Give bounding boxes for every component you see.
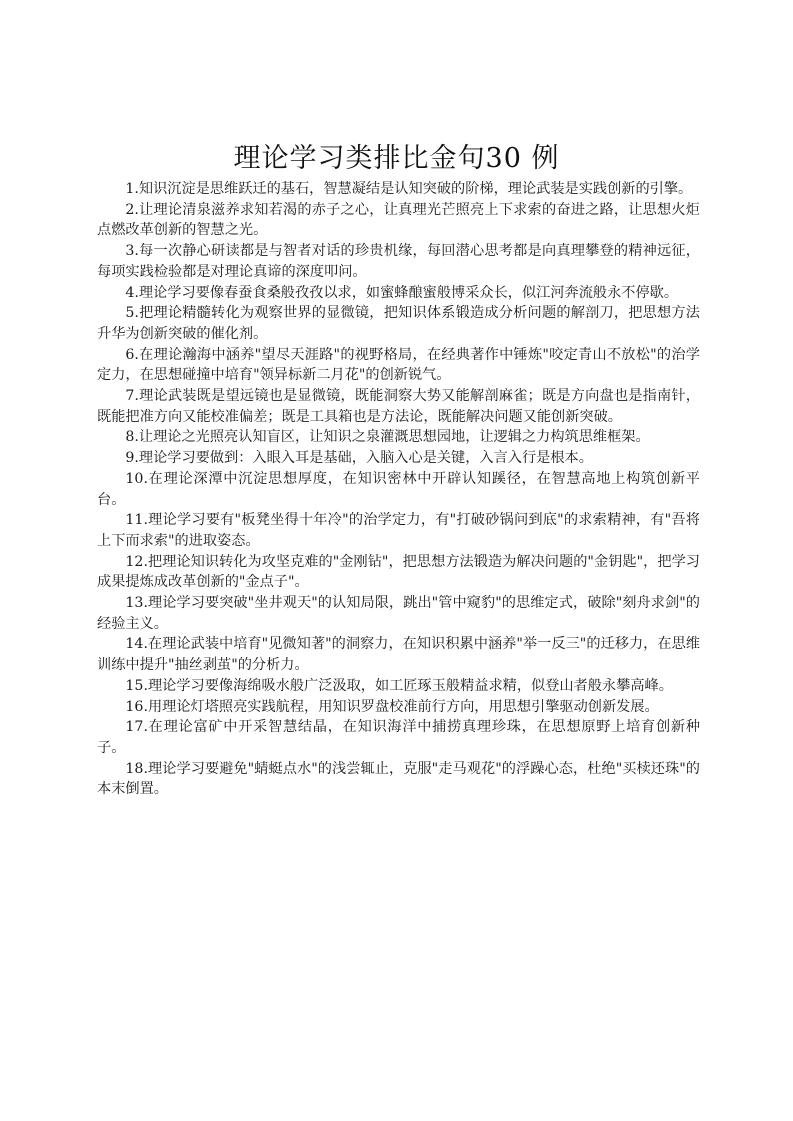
paragraph-9: 9.理论学习要做到：入眼入耳是基础，入脑入心是关键，入言入行是根本。 — [125, 450, 593, 467]
paragraph-4: 4.理论学习要像春蚕食桑般孜孜以求，如蜜蜂酿蜜般博采众长，似江河奔流般永不停歇。 — [125, 284, 679, 301]
paragraph-18: 18.理论学习要避免"蜻蜓点水"的浅尝辄止，克服"走马观花"的浮躁心态，杜绝"买椟还珠"的本末倒置。 — [97, 760, 700, 798]
paragraph-16: 16.用理论灯塔照亮实践航程，用知识罗盘校准前行方向，用思想引擎驱动创新发展。 — [125, 698, 659, 715]
paragraph-8: 8.让理论之光照亮认知盲区，让知识之泉灌溉思想园地，让逻辑之力构筑思维框架。 — [125, 429, 650, 446]
paragraph-10: 10.在理论深潭中沉淀思想厚度，在知识密林中开辟认知蹊径，在智慧高地上构筑创新平台。 — [97, 470, 700, 508]
paragraph-15: 15.理论学习要像海绵吸水般广泛汲取，如工匠琢玉般精益求精，似登山者般永攀高峰。 — [125, 677, 673, 694]
paragraph-1: 1.知识沉淀是思维跃迁的基石，智慧凝结是认知突破的阶梯，理论武装是实践创新的引擎。 — [125, 181, 693, 197]
paragraph-11: 11.理论学习要有"板凳坐得十年冷"的治学定力，有"打破砂锅问到底"的求索精神，有"吾将上下而求索"的进取姿态。 — [97, 512, 700, 549]
document-title: 理论学习类排比金句30 例 — [233, 143, 560, 174]
paragraph-7: 7.理论武装既是望远镜也是显微镜，既能洞察大势又能解剖麻雀；既是方向盘也是指南针，既能把准方向又能校准偏差；既是工具箱也是方法论，既能解决问题又能创新突破。 — [97, 388, 700, 425]
paragraph-5: 5.把理论精髓转化为观察世界的显微镜，把知识体系锻造成分析问题的解剖刀，把思想方法升华为创新突破的催化剂。 — [97, 305, 700, 342]
paragraph-3: 3.每一次静心研读都是与智者对话的珍贵机缘，每回潜心思考都是向真理攀登的精神远征，每项实践检验都是对理论真谛的深度叩问。 — [97, 243, 700, 280]
paragraph-12: 12.把理论知识转化为攻坚克难的"金刚钻"，把思想方法锻造为解决问题的"金钥匙"，把学习成果提炼成改革创新的"金点子"。 — [97, 553, 700, 591]
paragraph-17: 17.在理论富矿中开采智慧结晶，在知识海洋中捕捞真理珍珠，在思想原野上培育创新种子。 — [97, 719, 700, 756]
paragraph-2: 2.让理论清泉滋养求知若渴的赤子之心，让真理光芒照亮上下求索的奋进之路，让思想火炬点燃改革创新的智慧之光。 — [97, 201, 700, 239]
document-body — [97, 179, 700, 800]
paragraph-14: 14.在理论武装中培育"见微知著"的洞察力，在知识积累中涵养"举一反三"的迁移力，在思维训练中提升"抽丝剥茧"的分析力。 — [97, 636, 700, 674]
paragraph-6: 6.在理论瀚海中涵养"望尽天涯路"的视野格局，在经典著作中锤炼"咬定青山不放松"的治学定力，在思想碰撞中培育"领异标新二月花"的创新锐气。 — [97, 346, 700, 384]
paragraph-13: 13.理论学习要突破"坐井观天"的认知局限，跳出"管中窥豹"的思维定式，破除"刻舟求剑"的经验主义。 — [97, 595, 700, 632]
